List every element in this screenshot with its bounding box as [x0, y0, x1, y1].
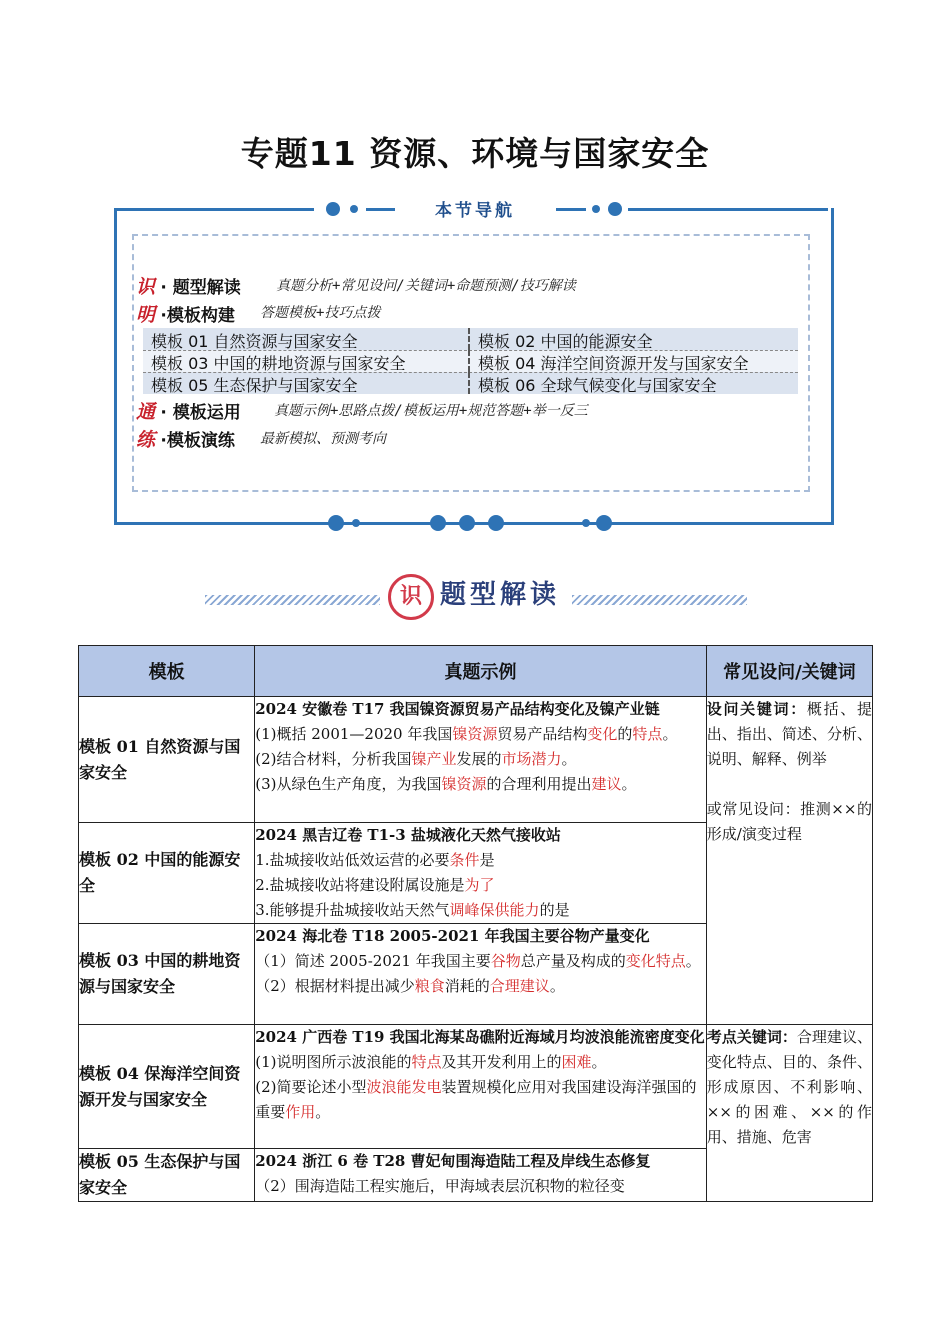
nav-dot: [352, 519, 360, 527]
question-text: 。: [685, 952, 701, 970]
example-cell: [255, 1025, 707, 1149]
question-text: 发展的: [456, 750, 502, 768]
example-question: [255, 747, 706, 772]
template-item-02[interactable]: 模板 02 中国的能源安全: [478, 332, 653, 351]
nav-dot: [350, 205, 358, 213]
example-cell: [255, 823, 707, 924]
keyword-highlight: 谷物: [490, 952, 521, 970]
question-text: (2)简要论述小型: [255, 1078, 367, 1096]
keyword-highlight: 镍产业: [411, 750, 457, 768]
template-item-04[interactable]: 模板 04 海洋空间资源开发与国家安全: [478, 354, 749, 373]
template-name-cell: 模板 04 保海洋空间资源开发与国家安全: [79, 1025, 255, 1149]
nav-side-char: 练: [136, 429, 156, 451]
template-name-cell: 模板 02 中国的能源安全: [79, 823, 255, 924]
table-header-cell: 模板: [79, 646, 255, 697]
template-item-01[interactable]: 模板 01 自然资源与国家安全: [151, 332, 358, 351]
keyword-highlight: 调峰保供能力: [449, 901, 540, 919]
banner-stripe-right: [572, 595, 747, 605]
keyword-highlight: 困难: [561, 1053, 592, 1071]
page-title: 专题11 资源、环境与国家安全: [240, 134, 710, 173]
nav-dash: [368, 522, 408, 525]
question-text: 2.盐城接收站将建设附属设施是: [255, 876, 465, 894]
keyword-highlight: 变化特点: [625, 952, 686, 970]
nav-row-4: [136, 425, 235, 452]
template-separator: [468, 372, 472, 394]
example-cell: [255, 924, 707, 1025]
nav-row-head: ·模板构建: [160, 306, 235, 326]
nav-row-head: · 题型解读: [160, 278, 241, 298]
keyword-highlight: 作用: [285, 1103, 316, 1121]
question-text: 及其开发利用上的: [441, 1053, 562, 1071]
example-question: [255, 848, 706, 873]
question-text: 3.能够提升盐城接收站天然气: [255, 901, 450, 919]
nav-row-desc: 真题分析+常见设问/关键词+命题预测/技巧解读: [276, 278, 576, 294]
nav-row-head: ·模板演练: [160, 431, 235, 451]
question-text: 的: [617, 725, 633, 743]
keywords-label: 设问关键词：: [706, 700, 807, 718]
question-text: 的是: [539, 901, 570, 919]
question-text: 。: [662, 725, 678, 743]
table-header-cell: 真题示例: [255, 646, 707, 697]
question-text: （2）根据材料提出减少: [255, 977, 415, 995]
question-text: 贸易产品结构: [497, 725, 588, 743]
banner-stripe-left: [205, 595, 380, 605]
question-text: 消耗的: [444, 977, 490, 995]
keywords-text: 合理建议、变化特点、目的、条件、形成原因、不利影响、××的困难、××的作用、措施、危害: [706, 1028, 872, 1146]
question-text: 。: [549, 977, 565, 995]
nav-row-1: [136, 272, 241, 299]
table-header-cell: 常见设问/关键词: [706, 646, 872, 697]
section-heading: 题型解读: [440, 580, 561, 610]
keywords-cell-a: [706, 697, 872, 1025]
template-item-06[interactable]: 模板 06 全球气候变化与国家安全: [478, 376, 717, 395]
template-item-03[interactable]: 模板 03 中国的耕地资源与国家安全: [151, 354, 406, 373]
example-question: [255, 949, 706, 974]
example-heading: 2024 浙江 6 卷 T28 曹妃甸围海造陆工程及岸线生态修复: [255, 1152, 651, 1170]
question-text: (3)从绿色生产角度，为我国: [255, 775, 442, 793]
nav-dash: [556, 208, 586, 211]
question-text: 是: [479, 851, 495, 869]
example-heading: 2024 海北卷 T18 2005-2021 年我国主要谷物产量变化: [255, 927, 650, 945]
nav-top-line-left: [114, 208, 314, 211]
nav-row-head: · 模板运用: [160, 403, 241, 423]
nav-side-char: 识: [136, 276, 156, 298]
nav-row-desc: 答题模板+技巧点拨: [260, 305, 381, 321]
nav-dot: [326, 202, 340, 216]
nav-top-line-right: [628, 208, 828, 211]
template-name-cell: 模板 03 中国的耕地资源与国家安全: [79, 924, 255, 1025]
nav-dot: [430, 515, 446, 531]
keyword-highlight: 为了: [464, 876, 495, 894]
keyword-highlight: 条件: [449, 851, 480, 869]
keyword-highlight: 变化: [587, 725, 618, 743]
nav-dash: [366, 208, 396, 211]
example-heading: 2024 黑吉辽卷 T1-3 盐城液化天然气接收站: [255, 826, 561, 844]
question-text: (1)概括 2001—2020 年我国: [255, 725, 453, 743]
template-table: [78, 645, 873, 1202]
keywords-label: 考点关键词：: [706, 1028, 797, 1046]
keyword-highlight: 镍资源: [441, 775, 487, 793]
nav-row-desc: 真题示例+思路点拨/模板运用+规范答题+举一反三: [274, 403, 588, 419]
keyword-highlight: 合理建议: [489, 977, 550, 995]
keyword-highlight: 建议: [591, 775, 622, 793]
nav-dot: [582, 519, 590, 527]
question-text: 。: [315, 1103, 331, 1121]
nav-dot: [459, 515, 475, 531]
example-question: [255, 974, 706, 999]
example-question: [255, 722, 706, 747]
question-text: 装置规模化应用对我国建设海洋强国的重要: [255, 1078, 697, 1121]
nav-dash: [528, 522, 578, 525]
example-heading: 2024 安徽卷 T17 我国镍资源贸易产品结构变化及镍产业链: [255, 700, 660, 718]
question-text: 总产量及构成的: [520, 952, 626, 970]
example-question: [255, 873, 706, 898]
example-question: [255, 1174, 706, 1199]
nav-dot: [608, 202, 622, 216]
question-text: 1.盐城接收站低效运营的必要: [255, 851, 450, 869]
table-header-row: [79, 646, 873, 697]
example-cell: [255, 1149, 707, 1202]
keyword-highlight: 粮食: [414, 977, 445, 995]
example-heading: 2024 广西卷 T19 我国北海某岛礁附近海域月均波浪能流密度变化: [255, 1028, 705, 1046]
template-item-05[interactable]: 模板 05 生态保护与国家安全: [151, 376, 358, 395]
nav-row-2: [136, 300, 235, 327]
keyword-highlight: 特点: [411, 1053, 442, 1071]
nav-dot: [328, 515, 344, 531]
nav-row-3: [136, 397, 241, 424]
nav-row-desc: 最新模拟、预测考向: [260, 431, 386, 447]
template-name-cell: 模板 05 生态保护与国家安全: [79, 1149, 255, 1202]
keyword-highlight: 波浪能发电: [366, 1078, 442, 1096]
nav-heading: 本节导航: [395, 196, 555, 221]
nav-dot: [488, 515, 504, 531]
nav-dot: [596, 515, 612, 531]
template-separator: [468, 350, 472, 372]
template-separator: [468, 328, 472, 350]
question-text: （1）简述 2005-2021 年我国主要: [255, 952, 491, 970]
question-text: 。: [621, 775, 637, 793]
keywords-extra: 或常见设问：推测××的形成/演变过程: [706, 800, 872, 843]
question-text: 。: [591, 1053, 607, 1071]
keyword-highlight: 市场潜力: [501, 750, 562, 768]
keyword-highlight: 特点: [632, 725, 663, 743]
example-question: [255, 1075, 706, 1125]
question-text: (1)说明图所示波浪能的: [255, 1053, 412, 1071]
question-text: (2)结合材料，分析我国: [255, 750, 412, 768]
template-name-cell: 模板 01 自然资源与国家安全: [79, 697, 255, 823]
table-row: [79, 1025, 873, 1149]
question-text: 的合理利用提出: [486, 775, 592, 793]
table-row: [79, 697, 873, 823]
question-text: （2）围海造陆工程实施后，甲海域表层沉积物的粒径变: [255, 1177, 625, 1195]
nav-side-char: 通: [136, 401, 156, 423]
example-cell: [255, 697, 707, 823]
keywords-text: 概括、提出、指出、简述、分析、说明、解释、例举: [706, 700, 872, 768]
example-question: [255, 772, 706, 797]
keyword-highlight: 镍资源: [452, 725, 498, 743]
section-badge-icon: 识: [388, 574, 434, 620]
question-text: 。: [561, 750, 577, 768]
example-question: [255, 1050, 706, 1075]
nav-dot: [592, 205, 600, 213]
example-question: [255, 898, 706, 923]
nav-side-char: 明: [136, 304, 156, 326]
keywords-cell-b: [706, 1025, 872, 1202]
